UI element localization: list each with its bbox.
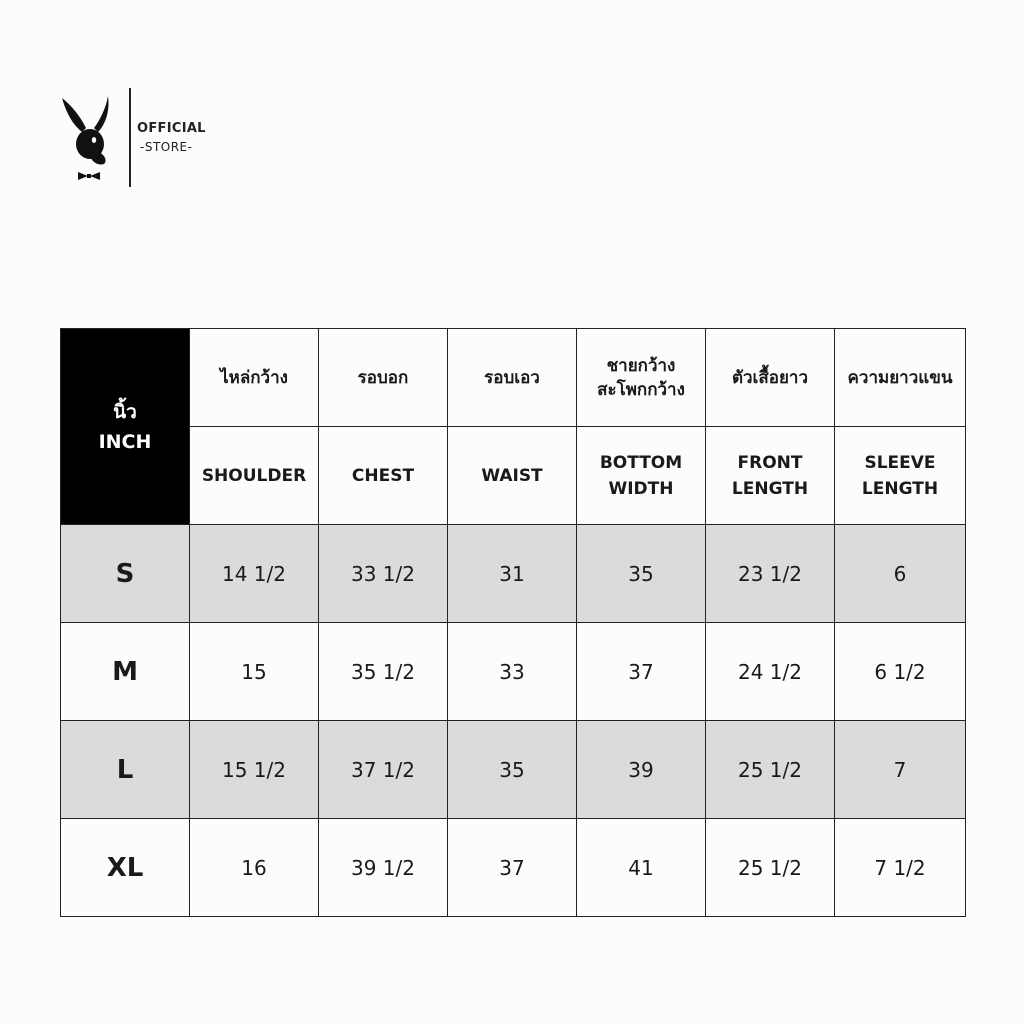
table-cell: 39 1/2 [319, 819, 448, 917]
table-row-xl [61, 819, 966, 917]
store-label: -STORE- [140, 140, 193, 154]
table-cell: 15 [190, 623, 319, 721]
header-row-thai [61, 329, 966, 427]
official-label: OFFICIAL [137, 121, 206, 136]
table-row-s [61, 525, 966, 623]
header-front-length-eng: FRONT LENGTH [706, 427, 835, 525]
table-cell: 14 1/2 [190, 525, 319, 623]
header-chest-eng: CHEST [319, 427, 448, 525]
table-cell: 37 [577, 623, 706, 721]
header-sleeve-length-eng: SLEEVE LENGTH [835, 427, 966, 525]
table-cell: 37 1/2 [319, 721, 448, 819]
table-cell: 6 [835, 525, 966, 623]
size-label: S [61, 525, 190, 623]
playboy-bunny-logo [60, 94, 118, 180]
table-cell: 7 1/2 [835, 819, 966, 917]
header-sleeve-length-thai: ความยาวแขน [835, 329, 966, 427]
unit-eng-label: INCH [98, 430, 152, 453]
header-shoulder-thai: ไหล่กว้าง [190, 329, 319, 427]
table-cell: 23 1/2 [706, 525, 835, 623]
table-cell: 25 1/2 [706, 721, 835, 819]
header-waist-thai: รอบเอว [448, 329, 577, 427]
table-cell: 37 [448, 819, 577, 917]
table-cell: 33 1/2 [319, 525, 448, 623]
unit-thai-label: นิ้ว [113, 400, 137, 423]
size-label: L [61, 721, 190, 819]
header-chest-thai: รอบอก [319, 329, 448, 427]
table-cell: 24 1/2 [706, 623, 835, 721]
header-bottom-width-thai: ชายกว้าง สะโพกกว้าง [577, 329, 706, 427]
brand-logo [60, 88, 230, 188]
header-row-eng [61, 427, 966, 525]
table-cell: 25 1/2 [706, 819, 835, 917]
header-waist-eng: WAIST [448, 427, 577, 525]
table-cell: 39 [577, 721, 706, 819]
table-cell: 35 [448, 721, 577, 819]
header-shoulder-eng: SHOULDER [190, 427, 319, 525]
table-cell: 33 [448, 623, 577, 721]
table-cell: 35 [577, 525, 706, 623]
table-cell: 35 1/2 [319, 623, 448, 721]
logo-divider [129, 88, 131, 187]
header-bottom-width-eng: BOTTOM WIDTH [577, 427, 706, 525]
table-cell: 41 [577, 819, 706, 917]
table-cell: 6 1/2 [835, 623, 966, 721]
table-cell: 15 1/2 [190, 721, 319, 819]
header-front-length-thai: ตัวเสื้อยาว [706, 329, 835, 427]
table-row-l [61, 721, 966, 819]
table-cell: 7 [835, 721, 966, 819]
size-chart-table [60, 328, 966, 917]
unit-header-cell [61, 329, 190, 525]
table-cell: 16 [190, 819, 319, 917]
table-row-m [61, 623, 966, 721]
size-label: XL [61, 819, 190, 917]
table-cell: 31 [448, 525, 577, 623]
size-label: M [61, 623, 190, 721]
